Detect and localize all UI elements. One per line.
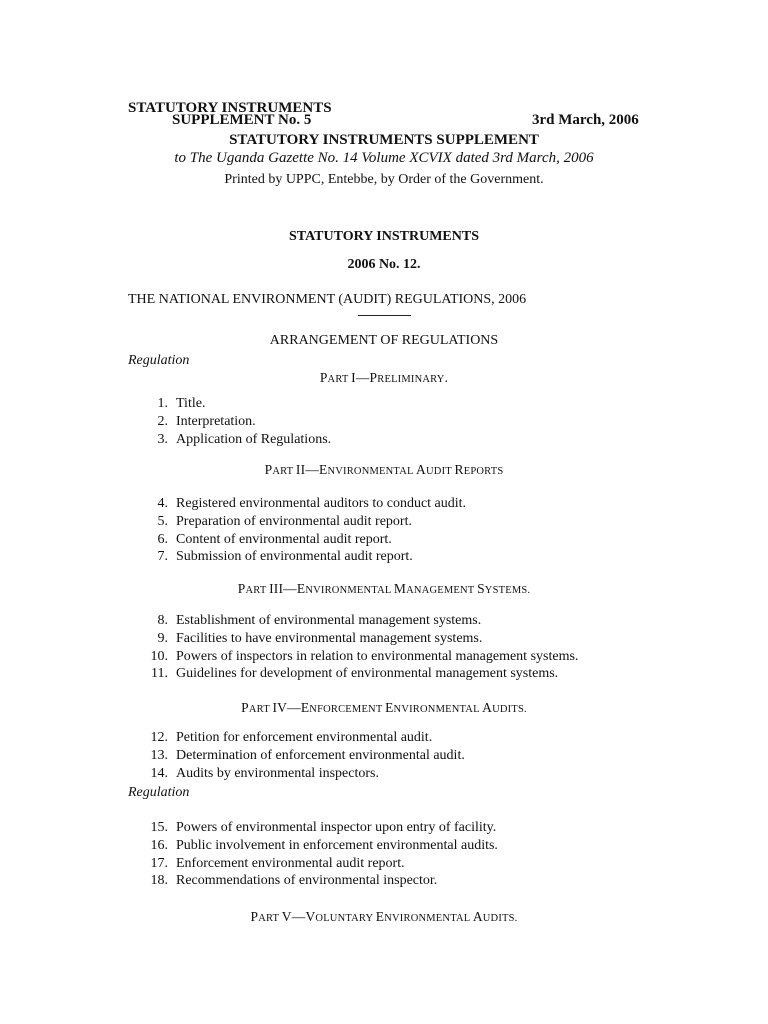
arrangement-heading: ARRANGEMENT OF REGULATIONS [269,333,499,348]
part-1-list [132,395,331,448]
supplement-title: STATUTORY INSTRUMENTS SUPPLEMENT [229,132,539,148]
part-heading-1: PART I—PRELIMINARY. [319,370,449,385]
list-item: 7. Submission of environmental audit report. [157,549,413,565]
title-divider [358,315,411,316]
regulation-column-label: Regulation [128,785,190,800]
list-item: 11. Guidelines for development of environmental management systems. [151,666,559,682]
list-item: 13. Determination of enforcement environmental audit. [150,747,465,763]
list-item: 9. Facilities to have environmental management systems. [157,630,483,646]
list-item: 16. Public involvement in enforcement environmental audits. [150,837,498,853]
instrument-number: 2006 No. 12. [347,257,421,272]
instrument-heading: STATUTORY INSTRUMENTS [289,229,479,244]
part-4-list [132,729,465,782]
list-item: 2. Interpretation. [157,413,256,429]
list-item: 14. Audits by environmental inspectors. [150,765,379,781]
list-item: 5. Preparation of environmental audit report. [157,513,412,529]
list-item: 1. Title. [157,396,206,411]
list-item: 6. Content of environmental audit report. [157,531,392,547]
supplement-number: SUPPLEMENT No. 5 [172,112,312,128]
part-heading-2: PART II—ENVIRONMENTAL AUDIT REPORTS [264,462,504,477]
regulations-title: THE NATIONAL ENVIRONMENT (AUDIT) REGULATIONS, 2006 [128,292,527,307]
list-item: 12. Petition for enforcement environmental audit. [150,730,433,745]
part-4-list-continued [132,819,498,890]
part-heading-3: PART III—ENVIRONMENTAL MANAGEMENT SYSTEMS. [237,581,531,596]
printer-line: Printed by UPPC, Entebbe, by Order of the Government. [224,172,544,187]
part-3-list [132,612,578,683]
list-item: 4. Registered environmental auditors to conduct audit. [157,496,467,511]
part-heading-5: PART V—VOLUNTARY ENVIRONMENTAL AUDITS. [250,909,518,924]
list-item: 15. Powers of environmental inspector upon entry of facility. [150,820,497,835]
publication-date: 3rd March, 2006 [532,112,639,128]
list-item: 3. Application of Regulations. [157,431,332,447]
regulation-column-label: Regulation [128,353,190,368]
gazette-reference: to The Uganda Gazette No. 14 Volume XCVIX dated 3rd March, 2006 [174,150,594,166]
list-item: 8. Establishment of environmental management systems. [157,613,482,628]
part-2-list [132,495,466,566]
overlap-title: STATUTORY INSTRUMENTS [128,100,332,116]
list-item: 18. Recommendations of environmental inspector. [150,873,438,889]
list-item: 10. Powers of inspectors in relation to environmental management systems. [150,648,579,664]
part-heading-4: PART IV—ENFORCEMENT ENVIRONMENTAL AUDITS. [241,700,527,715]
list-item: 17. Enforcement environmental audit report. [150,855,405,871]
